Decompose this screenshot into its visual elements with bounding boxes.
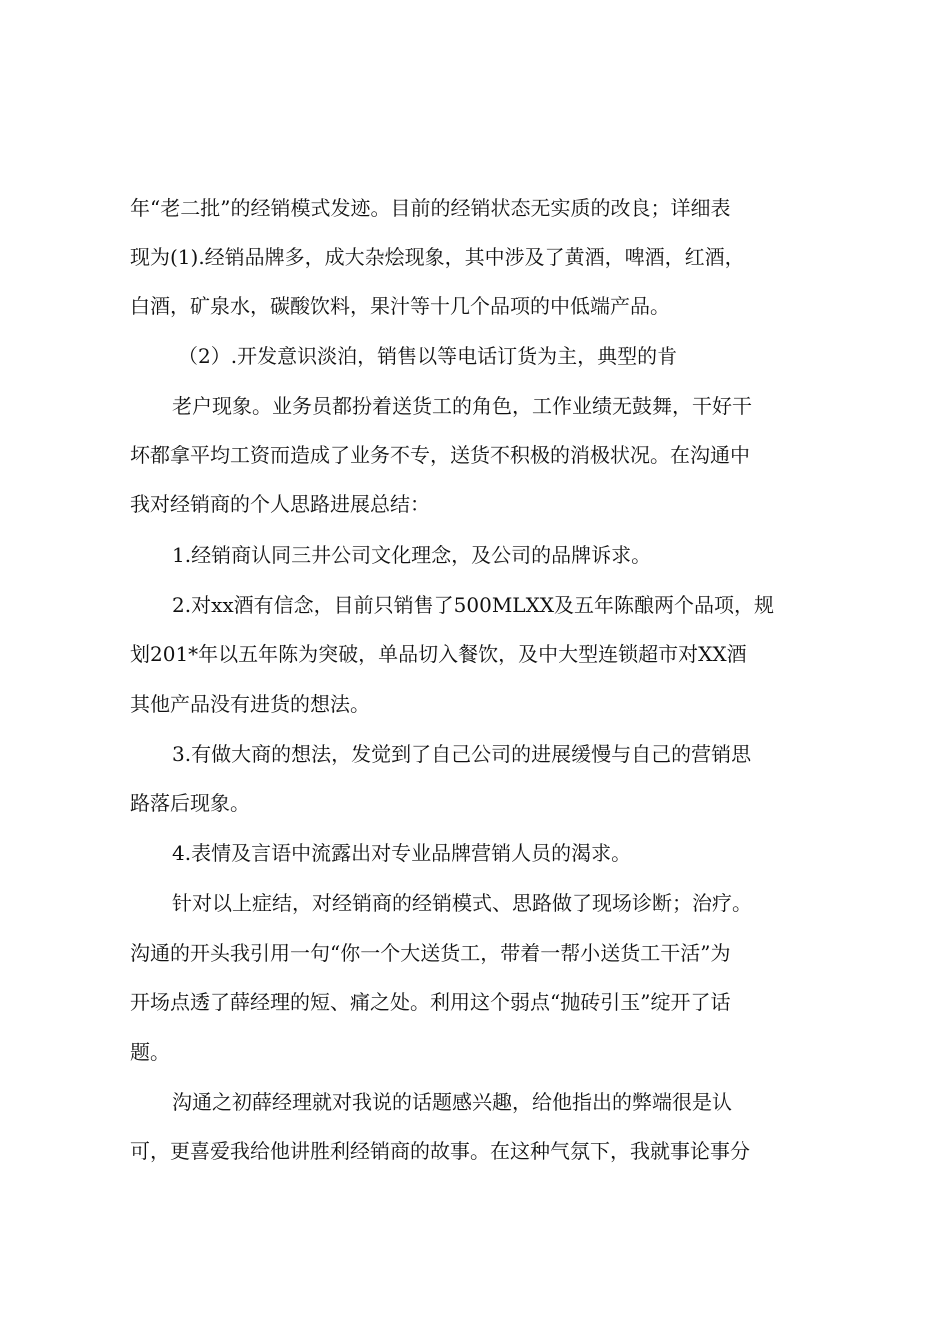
paragraph-line: 其他产品没有进货的想法。 (130, 692, 370, 716)
paragraph-line: 沟通之初薛经理就对我说的话题感兴趣，给他指出的弊端很是认 (172, 1090, 732, 1114)
paragraph-line: 我对经销商的个人思路进展总结： (130, 492, 430, 516)
paragraph-line: 可，更喜爱我给他讲胜利经销商的故事。在这种气氛下，我就事论事分 (130, 1139, 750, 1163)
list-item: 2.对xx酒有信念，目前只销售了500MLXX及五年陈酿两个品项，规 (172, 593, 775, 617)
paragraph-line: 针对以上症结，对经销商的经销模式、思路做了现场诊断；治疗。 (172, 891, 752, 915)
paragraph-line: 白酒，矿泉水，碳酸饮料，果汁等十几个品项的中低端产品。 (130, 294, 670, 318)
paragraph-line: 划201*年以五年陈为突破，单品切入餐饮，及中大型连锁超市对XX酒 (130, 642, 747, 666)
paragraph-line: 题。 (130, 1040, 170, 1064)
paragraph-line: 现为(1).经销品牌多，成大杂烩现象，其中涉及了黄酒，啤酒，红酒， (130, 245, 745, 269)
list-item: 4.表情及言语中流露出对专业品牌营销人员的渴求。 (172, 841, 632, 865)
paragraph-line: 年“老二批”的经销模式发迹。目前的经销状态无实质的改良；详细表 (130, 196, 731, 220)
paragraph-line: 路落后现象。 (130, 791, 250, 815)
paragraph-line: 老户现象。业务员都扮着送货工的角色，工作业绩无鼓舞，干好干 (172, 394, 752, 418)
paragraph-line: 开场点透了薛经理的短、痛之处。利用这个弱点“抛砖引玉”绽开了话 (130, 990, 731, 1014)
list-item: 1.经销商认同三井公司文化理念，及公司的品牌诉求。 (172, 543, 652, 567)
list-item: 3.有做大商的想法，发觉到了自己公司的进展缓慢与自己的营销思 (172, 742, 752, 766)
paragraph-line: 沟通的开头我引用一句“你一个大送货工，带着一帮小送货工干活”为 (130, 941, 731, 965)
paragraph-line: 坏都拿平均工资而造成了业务不专，送货不积极的消极状况。在沟通中 (130, 443, 750, 467)
paragraph-line: （2）.开发意识淡泊，销售以等电话订货为主，典型的肯 (178, 344, 678, 368)
